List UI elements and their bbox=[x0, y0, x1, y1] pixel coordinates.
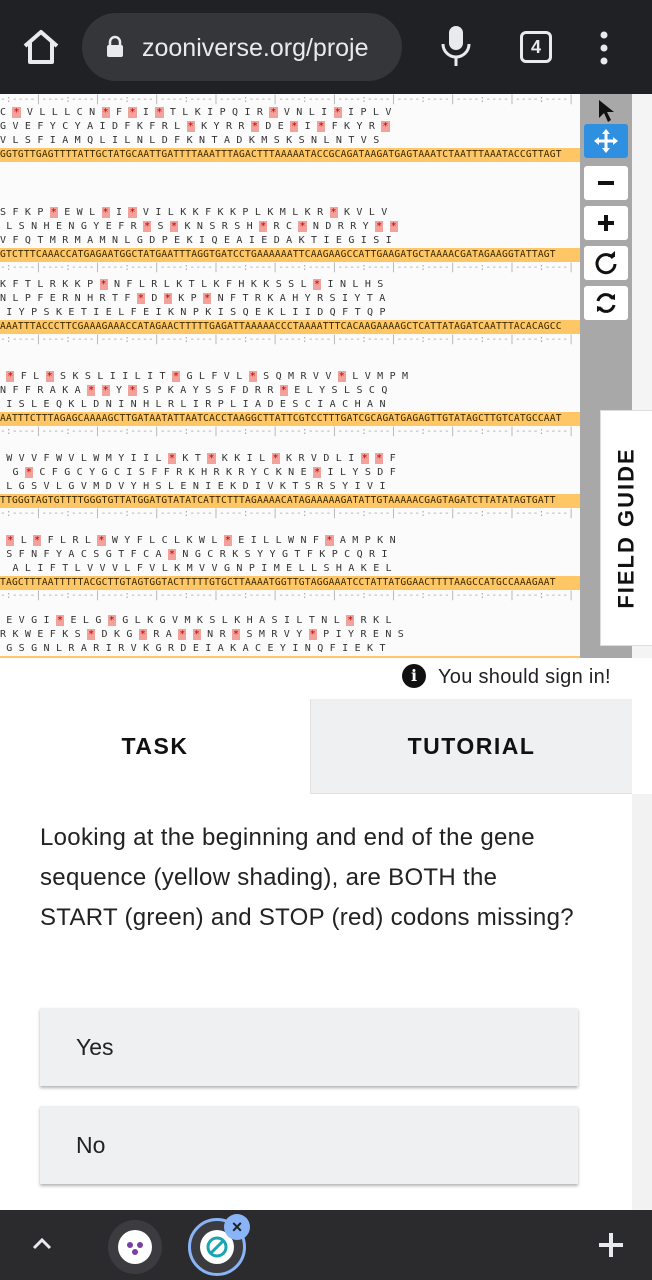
stop-codon-marker: * bbox=[314, 279, 321, 290]
amino-acid-text: S Q M R V V bbox=[256, 371, 338, 382]
dna-sequence-line: TTGGGTAGTGTTTTGGGTGTTATGGATGTATATCATTCTTTAGAAAACATAGAAAAAGATATTGTAAAAACGAGTAGATCTTATATAGTGATT bbox=[0, 494, 580, 508]
amino-acid-text: S F N F Y A C S G T F C A bbox=[0, 549, 168, 560]
amino-acid-text: R K W E F K S bbox=[0, 629, 88, 640]
amino-acid-text: K N S R S H bbox=[178, 221, 260, 232]
amino-acid-text: K K I L bbox=[215, 453, 272, 464]
amino-acid-frame-2 bbox=[0, 548, 580, 562]
amino-acid-text: I P L V bbox=[341, 107, 392, 118]
amino-acid-text: L S N H E N G Y E F R bbox=[0, 221, 144, 232]
amino-acid-text: I N L H S bbox=[321, 279, 384, 290]
amino-acid-text: E V G I bbox=[0, 615, 56, 626]
amino-acid-frame-1 bbox=[0, 614, 580, 628]
tab-task[interactable]: TASK bbox=[0, 699, 310, 794]
stop-codon-marker: * bbox=[260, 221, 267, 232]
amino-acid-frame-1 bbox=[0, 452, 580, 466]
sequence-ruler: -:----|----:----|----:----|----:----|----:----|----:----|----:----|----:----|----:----|----:----| bbox=[0, 334, 575, 345]
subject-viewer bbox=[0, 94, 652, 658]
sequence-ruler: -:----|----:----|----:----|----:----|----:----|----:----|----:----|----:----|----:----|----:----| bbox=[0, 262, 575, 273]
new-tab-plus-icon[interactable] bbox=[596, 1230, 626, 1260]
amino-acid-frame-3 bbox=[0, 642, 580, 656]
stop-codon-marker: * bbox=[318, 121, 325, 132]
amino-acid-text: E L G bbox=[64, 615, 108, 626]
amino-acid-text: S P K A Y S S F D R R bbox=[136, 385, 280, 396]
stop-codon-marker: * bbox=[129, 107, 136, 118]
amino-acid-text: L V M P M bbox=[346, 371, 409, 382]
stop-codon-marker: * bbox=[193, 629, 200, 640]
amino-acid-text: R K L bbox=[354, 615, 392, 626]
stop-codon-marker: * bbox=[272, 453, 279, 464]
amino-acid-frame-2 bbox=[0, 292, 580, 306]
answer-yes-button[interactable] bbox=[40, 1008, 578, 1086]
stop-codon-marker: * bbox=[309, 629, 316, 640]
side-gutter bbox=[632, 794, 652, 1210]
amino-acid-frame-1 bbox=[0, 278, 580, 292]
amino-acid-text: E I L L W N F bbox=[232, 535, 326, 546]
amino-acid-text: D bbox=[145, 293, 164, 304]
amino-acid-text: I S L E Q K L D N I N H L R L I R P L I A D E S C I A C H A N bbox=[0, 399, 386, 410]
stop-codon-marker: * bbox=[102, 207, 109, 218]
stop-codon-marker: * bbox=[326, 535, 333, 546]
stop-codon-marker: * bbox=[270, 107, 277, 118]
sequence-block bbox=[0, 266, 580, 346]
amino-acid-text: W V V F W V L W M Y I I L bbox=[0, 453, 168, 464]
amino-acid-text: N R bbox=[200, 629, 233, 640]
amino-acid-frame-1 bbox=[0, 534, 580, 548]
amino-acid-text: I L Y S D F bbox=[321, 467, 396, 478]
stop-codon-marker: * bbox=[280, 385, 288, 396]
amino-acid-text: F bbox=[383, 453, 396, 464]
stop-codon-marker: * bbox=[224, 535, 232, 546]
amino-acid-text bbox=[186, 629, 192, 640]
amino-acid-text: K P bbox=[172, 293, 204, 304]
browser-toolbar bbox=[0, 0, 652, 94]
amino-acid-text: N G C R K S Y Y G T F K P C Q R I bbox=[176, 549, 388, 560]
stop-codon-marker: * bbox=[334, 107, 341, 118]
dna-sequence-line: GGTGTTGAGTTTTATTGCTATGCAATTGATTTTAAATTTAGACTTTAAAAATACCGCAGATAAGATGAGTAAATCTAATTTAAATACCGTTAGT bbox=[0, 148, 580, 162]
amino-acid-text: G L K G V M K S L K H A S I L T N L bbox=[116, 615, 347, 626]
stop-codon-marker: * bbox=[204, 293, 211, 304]
amino-acid-text: V L L L C N bbox=[20, 107, 102, 118]
task-tabs bbox=[0, 699, 632, 794]
stop-codon-marker: * bbox=[13, 107, 20, 118]
reset-icon[interactable] bbox=[584, 286, 628, 320]
stop-codon-marker: * bbox=[108, 615, 116, 626]
answer-yes-label: Yes bbox=[76, 1033, 114, 1060]
amino-acid-text: I bbox=[298, 121, 318, 132]
dna-sequence-line: AATTTCTTTAGAGCAAAAGCTTGATAATATTAATCACCTAAGGCTTATTCGTCCTTTGATCGCAGATGAGAGTTGTATAGCTTGTCATGCCAAT bbox=[0, 412, 580, 426]
amino-acid-text: V N L I bbox=[277, 107, 334, 118]
amino-acid-text: K F T L R K K P bbox=[0, 279, 100, 290]
stop-codon-marker: * bbox=[137, 293, 145, 304]
stop-codon-marker: * bbox=[7, 371, 14, 382]
amino-acid-text: D K G bbox=[95, 629, 139, 640]
amino-acid-text: S bbox=[151, 221, 170, 232]
app-logo-icon bbox=[118, 1230, 152, 1264]
amino-acid-text: S K S L I I L I T bbox=[53, 371, 173, 382]
lock-icon bbox=[106, 37, 124, 57]
sequence-block bbox=[0, 94, 580, 162]
amino-acid-text: N F F R A K A bbox=[0, 385, 88, 396]
dna-sequence-line: TAGCTTTAATTTTTACGCTTGTAGTGGTACTTTTTGTGCTTAAAATGGTTGTAGGAAATCCTATTATGGAACTTTTAAGCCATGCCAAAGAAT bbox=[0, 576, 580, 590]
pointer-tool-icon[interactable] bbox=[584, 94, 628, 128]
amino-acid-text: L bbox=[14, 535, 34, 546]
amino-acid-text: V F Q T M R M A M N L G D P E K I Q E A I E D A K T I E G I S I bbox=[0, 235, 392, 246]
stop-codon-marker: * bbox=[102, 385, 109, 396]
chevron-up-icon[interactable] bbox=[30, 1232, 54, 1256]
amino-acid-frame-2 bbox=[0, 220, 580, 234]
stop-codon-marker: * bbox=[208, 453, 215, 464]
move-tool-icon[interactable] bbox=[584, 124, 628, 158]
amino-acid-text: N F L R L K T L K F H K K S S L bbox=[107, 279, 314, 290]
tab-thumbnail-1[interactable] bbox=[108, 1220, 162, 1274]
stop-codon-marker: * bbox=[382, 121, 389, 132]
field-guide-tab[interactable] bbox=[600, 410, 652, 646]
amino-acid-text: G bbox=[0, 467, 25, 478]
stop-codon-marker: * bbox=[100, 279, 107, 290]
stop-codon-marker: * bbox=[361, 453, 368, 464]
stop-codon-marker: * bbox=[376, 221, 383, 232]
amino-acid-text: K V L V bbox=[337, 207, 388, 218]
sequence-ruler: -:----|----:----|----:----|----:----|----:----|----:----|----:----|----:----|----:----|----:----| bbox=[0, 426, 575, 437]
amino-acid-text: V L S F I A M Q L I L N L D F K N T A D K M S K S N L N T V S bbox=[0, 135, 380, 146]
amino-acid-frame-3 bbox=[0, 480, 580, 494]
stop-codon-marker: * bbox=[164, 293, 171, 304]
stop-codon-marker: * bbox=[170, 221, 178, 232]
amino-acid-text: A M P K N bbox=[333, 535, 396, 546]
stop-codon-marker: * bbox=[88, 385, 95, 396]
amino-acid-text: G S G N L R A R I R V K G R D E I A K A C E Y I N Q F I E K T bbox=[0, 643, 386, 654]
amino-acid-text: S M R V Y bbox=[240, 629, 309, 640]
amino-acid-text: F L bbox=[14, 371, 46, 382]
sign-in-notice bbox=[0, 658, 652, 698]
dna-sequence-line: GTCTTTCAAACCATGAGAATGGCTATGAATTTAGGTGATCCTGAAAAAATTCAAGAAGCCATTGAAGATGCTAAAACGATAGAAGGTATTAGT bbox=[0, 248, 580, 262]
amino-acid-frame-2 bbox=[0, 120, 580, 134]
amino-acid-text: E L Y S L S C Q bbox=[288, 385, 388, 396]
amino-acid-text: K Y R R bbox=[194, 121, 251, 132]
more-menu-icon[interactable] bbox=[596, 30, 612, 66]
stop-codon-marker: * bbox=[139, 629, 147, 640]
answer-no-label: No bbox=[76, 1131, 106, 1158]
amino-acid-frame-1 bbox=[0, 206, 580, 220]
stop-codon-marker: * bbox=[187, 121, 194, 132]
amino-acid-text: K R V D L I bbox=[279, 453, 361, 464]
amino-acid-text: C bbox=[0, 107, 13, 118]
zoom-out-icon[interactable] bbox=[584, 166, 628, 200]
amino-acid-text: N F T R K A H Y R S I Y T A bbox=[211, 293, 386, 304]
stop-codon-marker: * bbox=[233, 629, 240, 640]
amino-acid-text: G L F V L bbox=[180, 371, 249, 382]
stop-codon-marker: * bbox=[173, 371, 180, 382]
amino-acid-frame-2 bbox=[0, 628, 580, 642]
task-panel bbox=[0, 794, 632, 1210]
stop-codon-marker: * bbox=[129, 385, 136, 396]
amino-acid-text: C F G C Y G C I S F F R K H R K R Y C K N E bbox=[33, 467, 314, 478]
home-icon[interactable] bbox=[20, 26, 62, 68]
amino-acid-text: I bbox=[136, 107, 156, 118]
amino-acid-text: D E bbox=[259, 121, 291, 132]
stop-codon-marker: * bbox=[7, 535, 14, 546]
amino-acid-text: I Y P S K E T I E L F E I K N P K I S Q E K L I I D Q F T Q P bbox=[0, 307, 386, 318]
stop-codon-marker: * bbox=[98, 535, 105, 546]
amino-acid-text: Y bbox=[109, 385, 129, 396]
stop-codon-marker: * bbox=[251, 121, 259, 132]
tab-switcher-button[interactable]: 4 bbox=[520, 31, 552, 63]
sequence-ruler: -:----|----:----|----:----|----:----|----:----|----:----|----:----|----:----|----:----|----:----| bbox=[0, 94, 575, 105]
stop-codon-marker: * bbox=[129, 207, 136, 218]
info-icon: i bbox=[402, 664, 426, 688]
amino-acid-text: V I L K K F K K P L K M L K R bbox=[136, 207, 330, 218]
stop-codon-marker: * bbox=[291, 121, 298, 132]
stop-codon-marker: * bbox=[50, 207, 57, 218]
sequence-block bbox=[0, 194, 580, 274]
stop-codon-marker: * bbox=[156, 107, 163, 118]
url-text: zooniverse.org/proje bbox=[142, 34, 369, 62]
amino-acid-text: K T bbox=[176, 453, 208, 464]
amino-acid-text: N D R R Y bbox=[306, 221, 376, 232]
sequence-block bbox=[0, 358, 580, 438]
stop-codon-marker: * bbox=[347, 615, 354, 626]
amino-acid-frame-2 bbox=[0, 466, 580, 480]
rotate-icon[interactable] bbox=[584, 246, 628, 280]
microphone-icon[interactable] bbox=[438, 24, 474, 68]
amino-acid-text: L G S V L G V M D V Y H S L E N I E K D I V K T S R S Y I V I bbox=[0, 481, 386, 492]
amino-acid-text: R C bbox=[267, 221, 299, 232]
browser-bottom-bar bbox=[0, 1210, 652, 1280]
amino-acid-text: F bbox=[109, 107, 129, 118]
stop-codon-marker: * bbox=[376, 453, 383, 464]
stop-codon-marker: * bbox=[338, 371, 346, 382]
amino-acid-frame-1 bbox=[0, 106, 580, 120]
task-question: Looking at the beginning and end of the gene sequence (yellow shading), are BOTH the START (green) and STOP (red) codons missing? bbox=[40, 824, 574, 931]
address-bar[interactable] bbox=[82, 13, 402, 81]
sequence-ruler: -:----|----:----|----:----|----:----|----:----|----:----|----:----|----:----|----:----|----:----| bbox=[0, 508, 575, 519]
field-guide-label: FIELD GUIDE bbox=[613, 447, 639, 609]
amino-acid-frame-3 bbox=[0, 134, 580, 148]
sequence-ruler: -:----|----:----|----:----|----:----|----:----|----:----|----:----|----:----|----:----|----:----| bbox=[0, 590, 575, 601]
stop-codon-marker: * bbox=[390, 221, 397, 232]
sign-in-notice-text[interactable]: You should sign in! bbox=[438, 666, 611, 688]
tab-tutorial[interactable]: TUTORIAL bbox=[310, 699, 632, 794]
stop-codon-marker: * bbox=[249, 371, 256, 382]
stop-codon-marker: * bbox=[46, 371, 53, 382]
dna-sequence-line: AAATTTACCCTTCGAAAGAAACCATAGAACTTTTTGAGATTAAAAACCCTAAAATTTCACAAGAAAAGCTCATTATAGATCAATTTACACAGCC bbox=[0, 320, 580, 334]
answer-no-button[interactable] bbox=[40, 1106, 578, 1184]
amino-acid-text: P I Y R E N S bbox=[316, 629, 405, 640]
zoom-in-icon[interactable] bbox=[584, 206, 628, 240]
amino-acid-text: T L K I P Q I R bbox=[163, 107, 270, 118]
amino-acid-text: F L R L bbox=[41, 535, 98, 546]
amino-acid-text: G V E F Y C Y A I D F K F R L bbox=[0, 121, 187, 132]
amino-acid-frame-2 bbox=[0, 384, 580, 398]
amino-acid-text: W Y F L C L K W L bbox=[105, 535, 224, 546]
stop-codon-marker: * bbox=[299, 221, 306, 232]
sequence-block bbox=[0, 522, 580, 602]
amino-acid-text: N L P F E R N H R T F bbox=[0, 293, 137, 304]
amino-acid-frame-1 bbox=[0, 370, 580, 384]
amino-acid-text: R A bbox=[147, 629, 179, 640]
amino-acid-text: A L I F T L V V V L F V L K M V V G N P I M E L L S H A K E L bbox=[0, 563, 392, 574]
stop-codon-marker: * bbox=[330, 207, 337, 218]
stop-codon-marker: * bbox=[102, 107, 109, 118]
amino-acid-text: F K Y R bbox=[325, 121, 382, 132]
stop-codon-marker: * bbox=[57, 615, 64, 626]
amino-acid-frame-3 bbox=[0, 234, 580, 248]
stop-codon-marker: * bbox=[144, 221, 151, 232]
stop-codon-marker: * bbox=[34, 535, 41, 546]
stop-codon-marker: * bbox=[88, 629, 95, 640]
amino-acid-text: S F K P bbox=[0, 207, 50, 218]
amino-acid-text: E W L bbox=[58, 207, 102, 218]
amino-acid-text bbox=[95, 385, 101, 396]
stop-codon-marker: * bbox=[168, 453, 176, 464]
amino-acid-frame-3 bbox=[0, 562, 580, 576]
amino-acid-frame-3 bbox=[0, 306, 580, 320]
amino-acid-text: I bbox=[109, 207, 129, 218]
stop-codon-marker: * bbox=[25, 467, 33, 478]
sequence-image[interactable] bbox=[0, 94, 580, 658]
stop-codon-marker: * bbox=[168, 549, 176, 560]
stop-codon-marker: * bbox=[179, 629, 186, 640]
stop-codon-marker: * bbox=[314, 467, 321, 478]
amino-acid-text bbox=[383, 221, 389, 232]
close-tab-icon[interactable]: × bbox=[224, 1214, 250, 1240]
sequence-block bbox=[0, 440, 580, 520]
amino-acid-frame-3 bbox=[0, 398, 580, 412]
